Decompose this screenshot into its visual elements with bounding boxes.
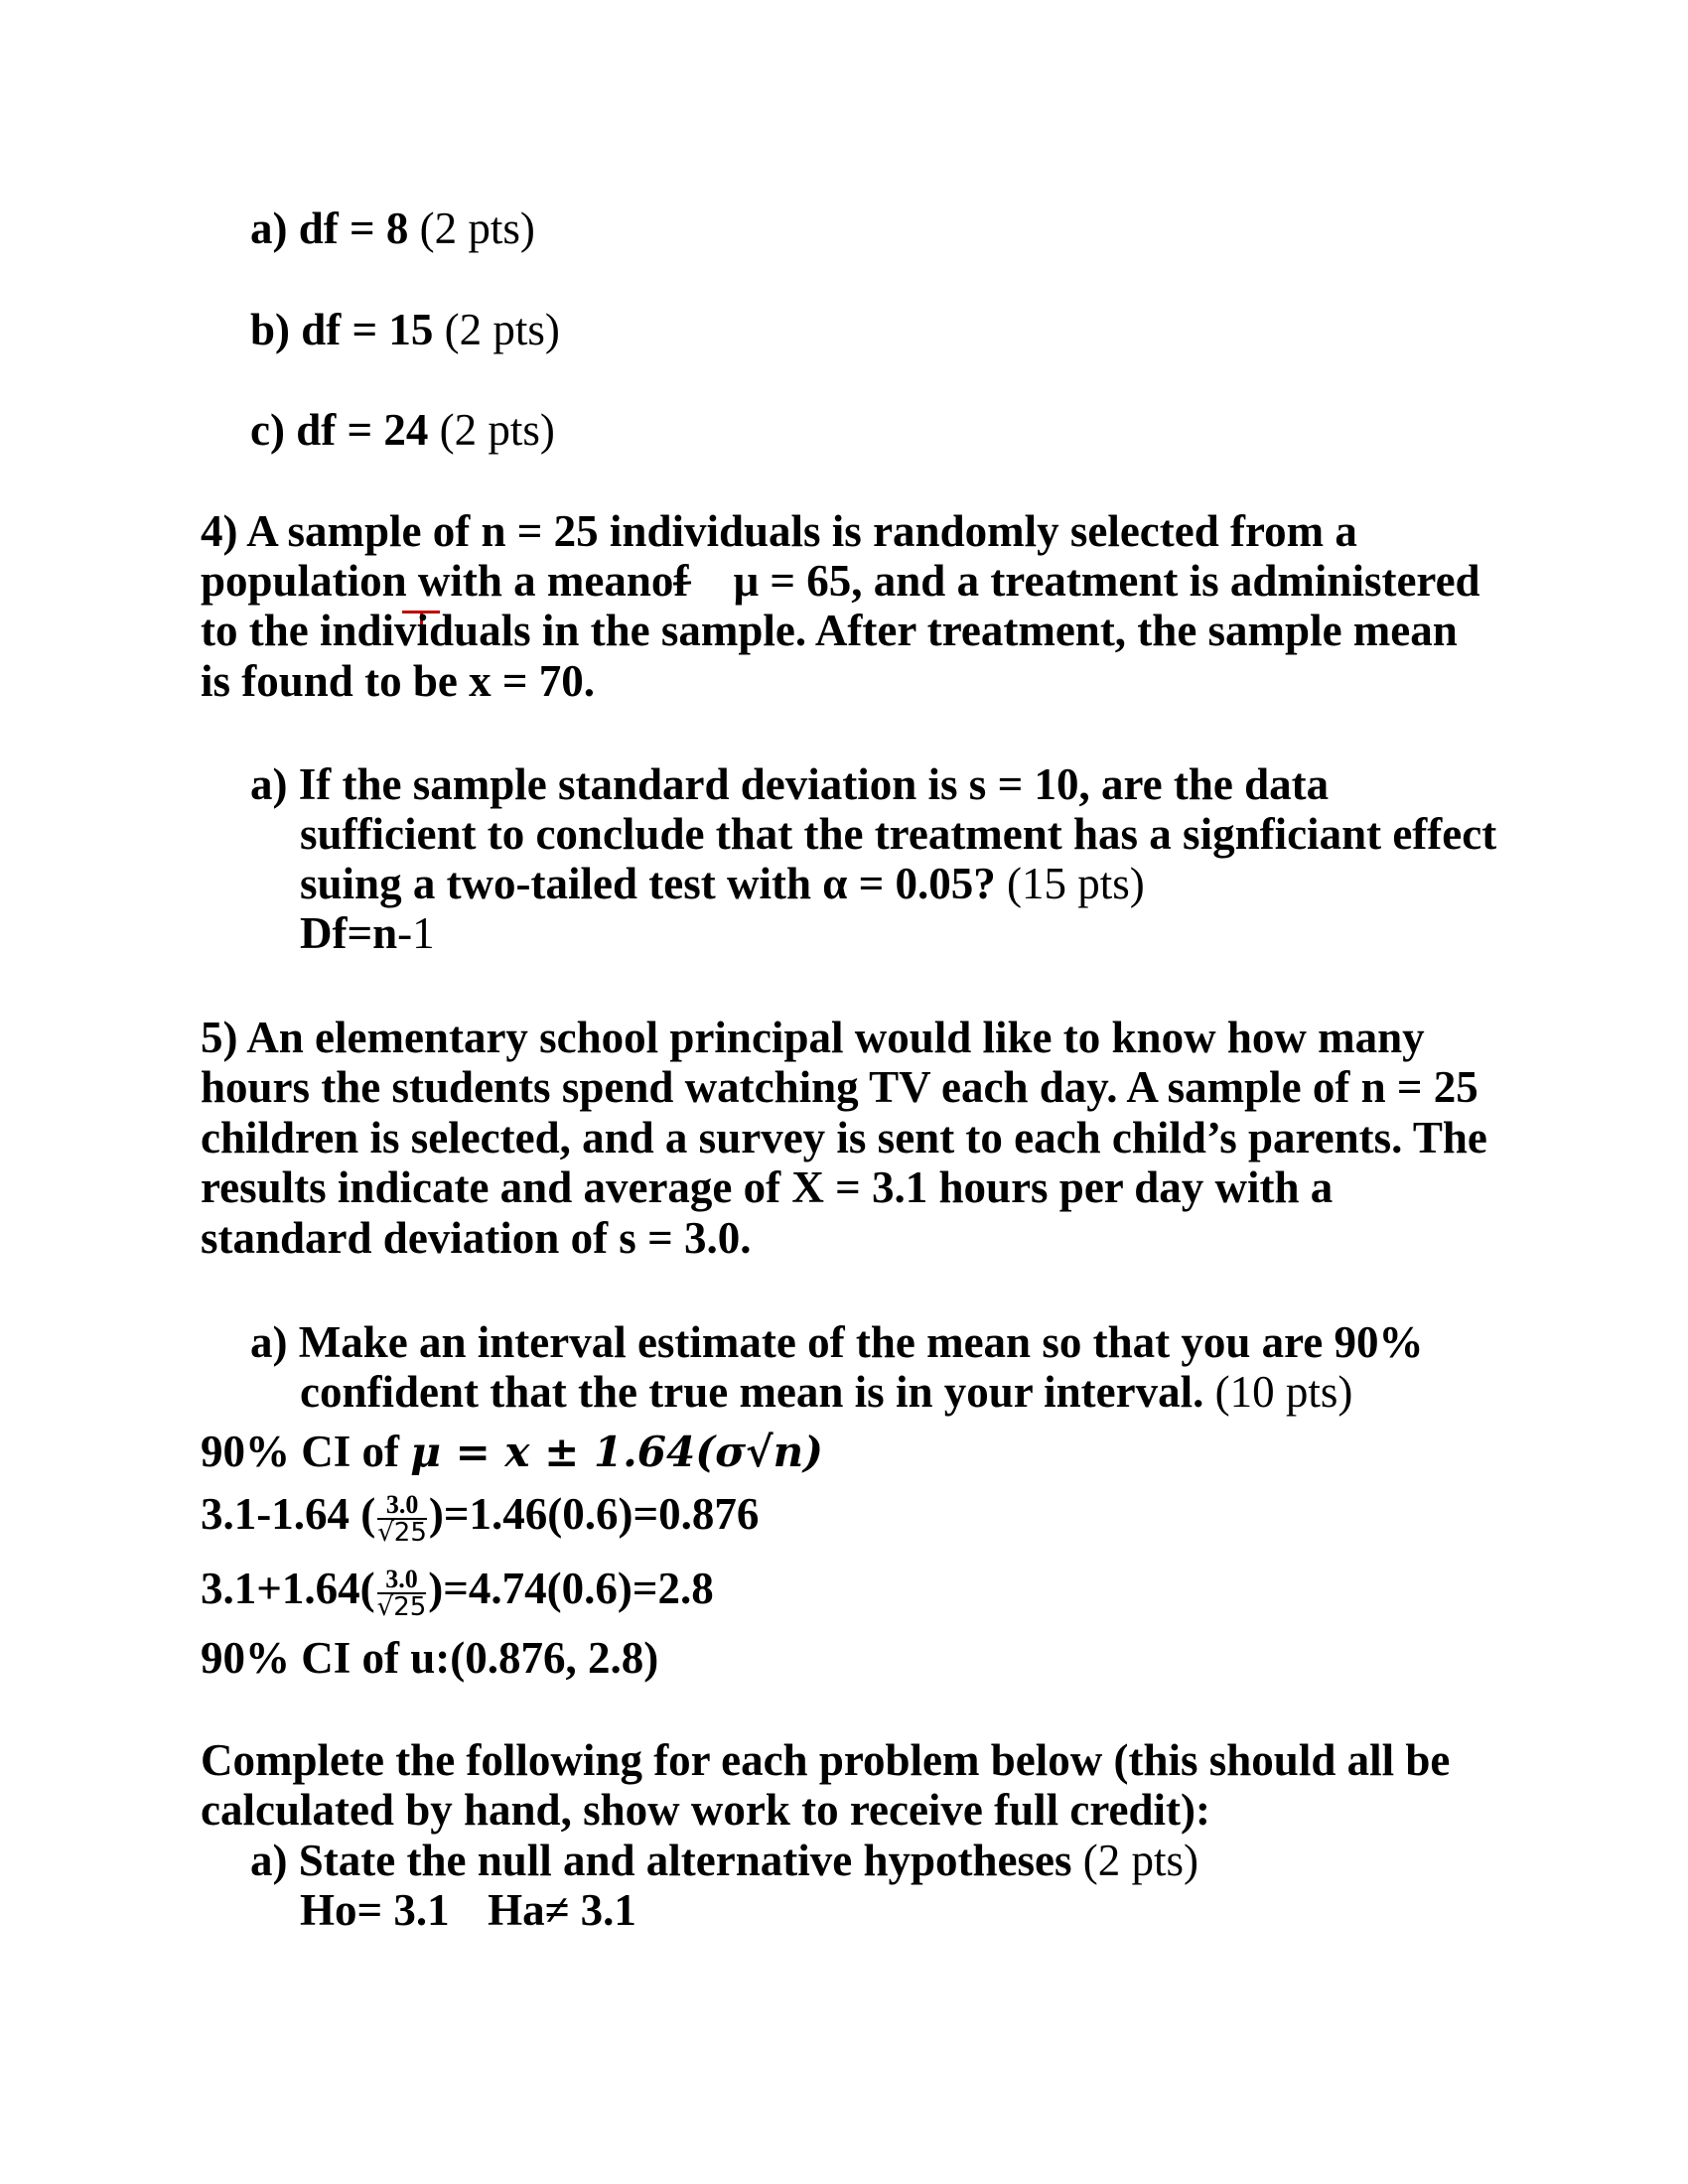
q5-part-a-points: (10 pts) xyxy=(1214,1367,1353,1417)
q5-part-a-line-2 xyxy=(300,1367,1352,1417)
q3-part-c xyxy=(250,405,555,455)
fraction-numerator: 3.0 xyxy=(377,1492,427,1520)
q5-ci-formula: μ = x ± 1.64(σ√n) xyxy=(410,1428,824,1476)
q5-lower-bound-left: 3.1-1.64 ( xyxy=(201,1489,376,1539)
q4-struck-text: of xyxy=(650,556,689,606)
q5-line-1: 5) An elementary school principal would like to know how many xyxy=(201,1013,1425,1062)
q4-part-a-line-3 xyxy=(300,859,1145,908)
q4-line-3: to the individuals in the sample. After treatment, the sample mean xyxy=(201,606,1458,655)
alternative-hypothesis: Ha≠ 3.1 xyxy=(488,1885,636,1935)
q3-part-a-label: a) df = 8 xyxy=(250,204,409,253)
hypotheses-answer xyxy=(300,1885,636,1935)
q4-part-a-points: (15 pts) xyxy=(1007,859,1145,908)
q5-ci-result: 90% CI of u:(0.876, 2.8) xyxy=(201,1633,659,1683)
q4-part-a-question: suing a two-tailed test with α = 0.05? xyxy=(300,859,996,908)
q5-part-a-line-1: a) Make an interval estimate of the mean so that you are 90% xyxy=(250,1317,1424,1367)
q5-line-3: children is selected, and a survey is sent to each child’s parents. The xyxy=(201,1113,1487,1162)
q5-upper-bound-right: )=4.74(0.6)=2.8 xyxy=(428,1564,714,1613)
q4-struck-word xyxy=(651,556,689,606)
q5-ci-label: 90% CI of xyxy=(201,1427,399,1476)
q3-part-c-label: c) df = 24 xyxy=(250,405,429,455)
q5-lower-bound-right: )=1.46(0.6)=0.876 xyxy=(428,1489,760,1539)
q5-line-2: hours the students spend watching TV each day. A sample of n = 25 xyxy=(201,1062,1478,1112)
q5-fraction-1 xyxy=(377,1489,427,1548)
q3-part-b xyxy=(250,305,560,354)
q3-part-b-label: b) df = 15 xyxy=(250,305,434,354)
q4-line-2-start: population with a mean xyxy=(201,556,651,606)
fraction-denominator: √25 xyxy=(377,1517,427,1548)
q4-line-4: is found to be x = 70. xyxy=(201,656,595,706)
q5-line-5: standard deviation of s = 3.0. xyxy=(201,1213,752,1263)
q4-work-df-a: Df=n xyxy=(300,908,398,958)
q5-upper-bound-left: 3.1+1.64( xyxy=(201,1564,375,1613)
q5-part-a-question: confident that the true mean is in your interval. xyxy=(300,1367,1204,1417)
q4-part-a-line-2: sufficient to conclude that the treatment has a signficiant effect xyxy=(300,809,1497,859)
q5-ci-formula-line xyxy=(201,1427,823,1477)
q3-part-c-points: (2 pts) xyxy=(439,405,555,455)
q4-work-df xyxy=(300,908,435,958)
instructions-line-1: Complete the following for each problem below (this should all be xyxy=(201,1735,1451,1785)
fraction-numerator: 3.0 xyxy=(377,1567,427,1594)
q5-upper-bound-line xyxy=(201,1564,714,1620)
q3-part-b-points: (2 pts) xyxy=(444,305,560,354)
instructions-line-2: calculated by hand, show work to receive full credit): xyxy=(201,1785,1211,1835)
instructions-part-a-label: a) State the null and alternative hypotheses xyxy=(250,1836,1072,1885)
instructions-part-a-points: (2 pts) xyxy=(1082,1836,1199,1885)
q4-work-df-b: -1 xyxy=(397,908,435,958)
null-hypothesis: Ho= 3.1 xyxy=(300,1885,450,1935)
q4-line-2 xyxy=(201,556,1480,606)
q3-part-a xyxy=(250,204,535,253)
q3-part-a-points: (2 pts) xyxy=(419,204,535,253)
q5-lower-bound-line xyxy=(201,1489,759,1546)
q4-line-1: 4) A sample of n = 25 individuals is randomly selected from a xyxy=(201,506,1357,556)
q4-line-2-end: μ = 65, and a treatment is administered xyxy=(733,556,1480,606)
fraction-denominator: √25 xyxy=(376,1591,427,1622)
q5-line-4: results indicate and average of X = 3.1 hours per day with a xyxy=(201,1162,1334,1212)
q4-part-a-line-1: a) If the sample standard deviation is s = 10, are the data xyxy=(250,759,1330,809)
instructions-part-a xyxy=(250,1836,1198,1885)
q5-fraction-2 xyxy=(376,1564,427,1622)
